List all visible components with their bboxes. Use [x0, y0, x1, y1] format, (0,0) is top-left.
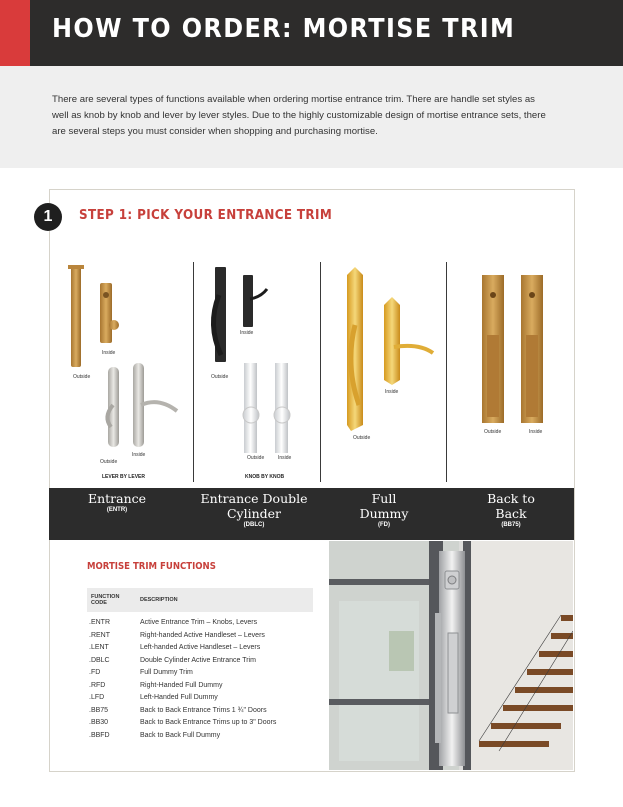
dummy-outside-plate [347, 267, 363, 431]
b2b-outside-plate [482, 275, 504, 423]
table-row: .ENTR Active Entrance Trim – Knobs, Levers [89, 619, 258, 626]
caption-lever-by-lever: LEVER BY LEVER [102, 474, 145, 480]
knob-outside-plate [243, 363, 259, 453]
column-divider-3 [446, 262, 447, 482]
table-row: .RFD Right-Handed Full Dummy [89, 682, 223, 689]
trim-type-back-to-back: Back to Back (BB75) [487, 491, 535, 528]
functions-table-header [87, 588, 313, 612]
knob-inside-plate [274, 363, 290, 453]
door-photo [329, 541, 573, 770]
caption-inside: Inside [278, 455, 292, 461]
table-row: .BB75 Back to Back Entrance Trims 1 ¾" Doors [89, 707, 267, 714]
page-title: HOW TO ORDER: MORTISE TRIM [52, 14, 516, 44]
column-divider-2 [320, 262, 321, 482]
functions-title: MORTISE TRIM FUNCTIONS [87, 561, 216, 572]
header-accent [0, 0, 30, 66]
dblc-outside-plate [213, 267, 226, 362]
entrance-outside-plate [68, 265, 84, 367]
caption-outside: Outside [353, 435, 371, 441]
dummy-inside-plate [384, 297, 433, 385]
column-header-code: FUNCTION CODE [91, 594, 120, 606]
caption-outside: Outside [73, 374, 91, 380]
trim-type-full-dummy: Full Dummy (FD) [359, 491, 409, 528]
intro-text: There are several types of functions available when ordering mortise entrance trim. There are handle set styles as well as knob by knob and lever by lever styles. Due to the highly customizable design of mortise entrance sets, there are several steps you must consider when shopping and purchasing mortise. [52, 94, 546, 137]
lever-outside-plate [107, 367, 119, 447]
caption-knob-by-knob: KNOB BY KNOB [245, 474, 285, 480]
trim-type-double-cylinder: Entrance Double Cylinder (DBLC) [200, 491, 308, 528]
trim-type-entrance: Entrance (ENTR) [87, 491, 147, 513]
caption-inside: Inside [529, 429, 543, 435]
table-row: .BBFD Back to Back Full Dummy [89, 732, 221, 739]
header-bar [0, 0, 623, 66]
table-row: .BB30 Back to Back Entrance Trims up to 3" Doors [89, 719, 277, 726]
table-row: .RENT Right-handed Active Handleset – Levers [89, 632, 265, 639]
step-title: STEP 1: PICK YOUR ENTRANCE TRIM [79, 208, 333, 223]
entrance-inside-plate [100, 283, 119, 343]
caption-outside: Outside [100, 459, 118, 465]
lever-inside-plate [133, 363, 177, 447]
intro-section [0, 66, 623, 168]
column-header-description: DESCRIPTION [140, 597, 178, 603]
trim-type-band [49, 488, 574, 540]
dblc-inside-plate [243, 275, 267, 327]
caption-outside: Outside [247, 455, 265, 461]
table-row: .LFD Left-Handed Full Dummy [89, 694, 218, 701]
b2b-inside-plate [521, 275, 543, 423]
table-row: .DBLC Double Cylinder Active Entrance Trim [89, 657, 256, 664]
column-divider-1 [193, 262, 194, 482]
table-row: .LENT Left-handed Active Handleset – Levers [89, 644, 261, 651]
caption-inside: Inside [240, 330, 254, 336]
step-number-badge: 1 [34, 203, 62, 231]
caption-inside: Inside [102, 350, 116, 356]
caption-outside: Outside [211, 374, 229, 380]
table-row: .FD Full Dummy Trim [89, 669, 193, 676]
caption-outside: Outside [484, 429, 502, 435]
trim-illustrations [49, 255, 574, 485]
caption-inside: Inside [385, 389, 399, 395]
caption-inside: Inside [132, 452, 146, 458]
